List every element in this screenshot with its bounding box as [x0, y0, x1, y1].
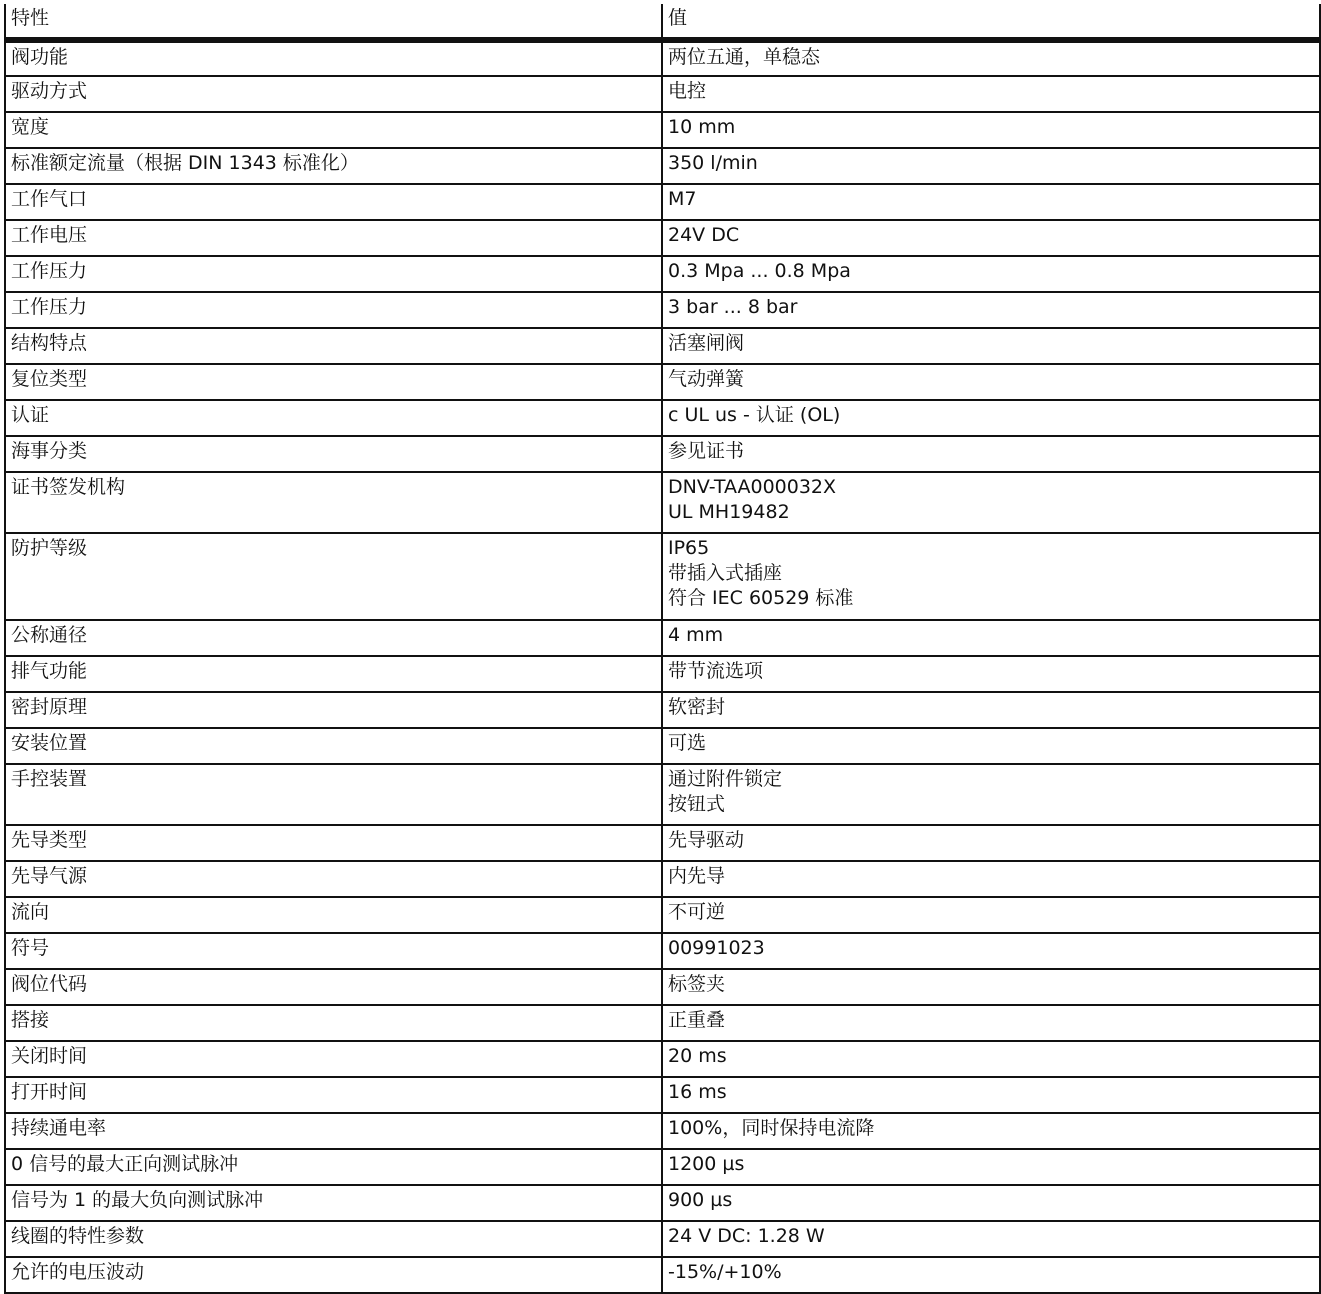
table-row — [5, 364, 1320, 400]
table-row — [5, 472, 1320, 533]
property-cell: 先导类型 — [5, 825, 662, 861]
value-cell — [662, 728, 1320, 764]
property-cell: 工作压力 — [5, 256, 662, 292]
property-cell: 证书签发机构 — [5, 472, 662, 533]
value-line: 电控 — [668, 80, 707, 102]
table-row — [5, 220, 1320, 256]
value-line: 16 ms — [668, 1081, 727, 1103]
table-row — [5, 328, 1320, 364]
table-row — [5, 692, 1320, 728]
table-row — [5, 1221, 1320, 1257]
value-line: 3 bar ... 8 bar — [668, 296, 798, 318]
property-cell: 公称通径 — [5, 620, 662, 656]
value-line: 10 mm — [668, 116, 736, 138]
property-cell: 结构特点 — [5, 328, 662, 364]
value-cell — [662, 364, 1320, 400]
table-row — [5, 656, 1320, 692]
property-cell: 工作压力 — [5, 292, 662, 328]
value-cell — [662, 656, 1320, 692]
value-line: UL MH19482 — [668, 501, 790, 523]
value-line: 软密封 — [668, 696, 726, 718]
value-line: 可选 — [668, 732, 707, 754]
property-cell: 允许的电压波动 — [5, 1257, 662, 1293]
value-cell — [662, 400, 1320, 436]
table-row — [5, 1077, 1320, 1113]
value-cell — [662, 148, 1320, 184]
value-line: 1200 µs — [668, 1153, 745, 1175]
value-line: 0.3 Mpa ... 0.8 Mpa — [668, 260, 851, 282]
value-cell — [662, 969, 1320, 1005]
property-cell: 搭接 — [5, 1005, 662, 1041]
value-cell — [662, 933, 1320, 969]
value-line: 正重叠 — [668, 1009, 726, 1031]
property-cell: 标准额定流量（根据 DIN 1343 标准化） — [5, 148, 662, 184]
table-row — [5, 184, 1320, 220]
value-line: c UL us - 认证 (OL) — [668, 404, 841, 426]
value-line: IP65 — [668, 537, 710, 559]
value-cell — [662, 328, 1320, 364]
property-cell: 关闭时间 — [5, 1041, 662, 1077]
property-cell: 排气功能 — [5, 656, 662, 692]
value-cell — [662, 825, 1320, 861]
value-cell — [662, 472, 1320, 533]
property-cell: 工作电压 — [5, 220, 662, 256]
value-line: 不可逆 — [668, 901, 726, 923]
value-cell — [662, 184, 1320, 220]
property-cell: 持续通电率 — [5, 1113, 662, 1149]
header-row — [5, 4, 1320, 40]
property-cell: 流向 — [5, 897, 662, 933]
table-row — [5, 825, 1320, 861]
table-row — [5, 1257, 1320, 1293]
table-row — [5, 933, 1320, 969]
table-row — [5, 1041, 1320, 1077]
property-cell: 阀功能 — [5, 40, 662, 76]
value-cell — [662, 861, 1320, 897]
table-row — [5, 897, 1320, 933]
value-line: 00991023 — [668, 937, 765, 959]
property-cell: 手控装置 — [5, 764, 662, 825]
value-line: 通过附件锁定 — [668, 768, 783, 790]
property-cell: 工作气口 — [5, 184, 662, 220]
table-row — [5, 620, 1320, 656]
spec-body — [5, 40, 1320, 1293]
table-row — [5, 969, 1320, 1005]
value-line: -15%/+10% — [668, 1261, 782, 1283]
value-line: 带插入式插座 — [668, 562, 783, 584]
table-row — [5, 148, 1320, 184]
value-cell — [662, 256, 1320, 292]
value-cell — [662, 1041, 1320, 1077]
table-row — [5, 764, 1320, 825]
value-line: DNV-TAA000032X — [668, 476, 837, 498]
table-row — [5, 728, 1320, 764]
value-line: 100%，同时保持电流降 — [668, 1117, 875, 1139]
property-cell: 宽度 — [5, 112, 662, 148]
value-line: 24 V DC: 1.28 W — [668, 1225, 825, 1247]
value-line: 活塞闸阀 — [668, 332, 745, 354]
table-row — [5, 112, 1320, 148]
table-row — [5, 1149, 1320, 1185]
table-row — [5, 76, 1320, 112]
value-cell — [662, 764, 1320, 825]
value-cell — [662, 1005, 1320, 1041]
property-cell: 先导气源 — [5, 861, 662, 897]
property-cell: 复位类型 — [5, 364, 662, 400]
value-line: 气动弹簧 — [668, 368, 745, 390]
table-row — [5, 256, 1320, 292]
table-row — [5, 1113, 1320, 1149]
property-cell: 打开时间 — [5, 1077, 662, 1113]
value-line: 350 l/min — [668, 152, 758, 174]
value-cell — [662, 40, 1320, 76]
value-line: 24V DC — [668, 224, 740, 246]
value-line: 内先导 — [668, 865, 726, 887]
property-cell: 0 信号的最大正向测试脉冲 — [5, 1149, 662, 1185]
property-cell: 驱动方式 — [5, 76, 662, 112]
property-cell: 阀位代码 — [5, 969, 662, 1005]
table-row — [5, 400, 1320, 436]
property-cell: 信号为 1 的最大负向测试脉冲 — [5, 1185, 662, 1221]
value-line: 先导驱动 — [668, 829, 745, 851]
header-property: 特性 — [5, 4, 662, 40]
property-cell: 线圈的特性参数 — [5, 1221, 662, 1257]
value-cell — [662, 76, 1320, 112]
value-cell — [662, 1221, 1320, 1257]
property-cell: 海事分类 — [5, 436, 662, 472]
value-line: 符合 IEC 60529 标准 — [668, 587, 854, 609]
value-cell — [662, 692, 1320, 728]
value-line: 900 µs — [668, 1189, 733, 1211]
value-line: 标签夹 — [668, 973, 726, 995]
value-cell — [662, 1257, 1320, 1293]
property-cell: 防护等级 — [5, 533, 662, 620]
table-row — [5, 1005, 1320, 1041]
value-cell — [662, 220, 1320, 256]
property-cell: 认证 — [5, 400, 662, 436]
value-line: 4 mm — [668, 624, 724, 646]
property-cell: 符号 — [5, 933, 662, 969]
value-line: 20 ms — [668, 1045, 727, 1067]
value-cell — [662, 620, 1320, 656]
table-row — [5, 40, 1320, 76]
value-cell — [662, 1077, 1320, 1113]
table-row — [5, 861, 1320, 897]
value-line: 参见证书 — [668, 440, 745, 462]
table-row — [5, 436, 1320, 472]
value-cell — [662, 897, 1320, 933]
value-line: 两位五通，单稳态 — [668, 46, 821, 68]
value-cell — [662, 292, 1320, 328]
property-cell: 安装位置 — [5, 728, 662, 764]
value-cell — [662, 436, 1320, 472]
value-cell — [662, 1149, 1320, 1185]
table-row — [5, 533, 1320, 620]
value-cell — [662, 1113, 1320, 1149]
value-cell — [662, 112, 1320, 148]
value-line: 带节流选项 — [668, 660, 764, 682]
value-line: 按钮式 — [668, 793, 726, 815]
value-cell — [662, 533, 1320, 620]
property-cell: 密封原理 — [5, 692, 662, 728]
header-value: 值 — [662, 4, 1320, 40]
value-cell — [662, 1185, 1320, 1221]
value-line: M7 — [668, 188, 697, 210]
table-row — [5, 292, 1320, 328]
spec-table — [4, 4, 1321, 1294]
table-row — [5, 1185, 1320, 1221]
